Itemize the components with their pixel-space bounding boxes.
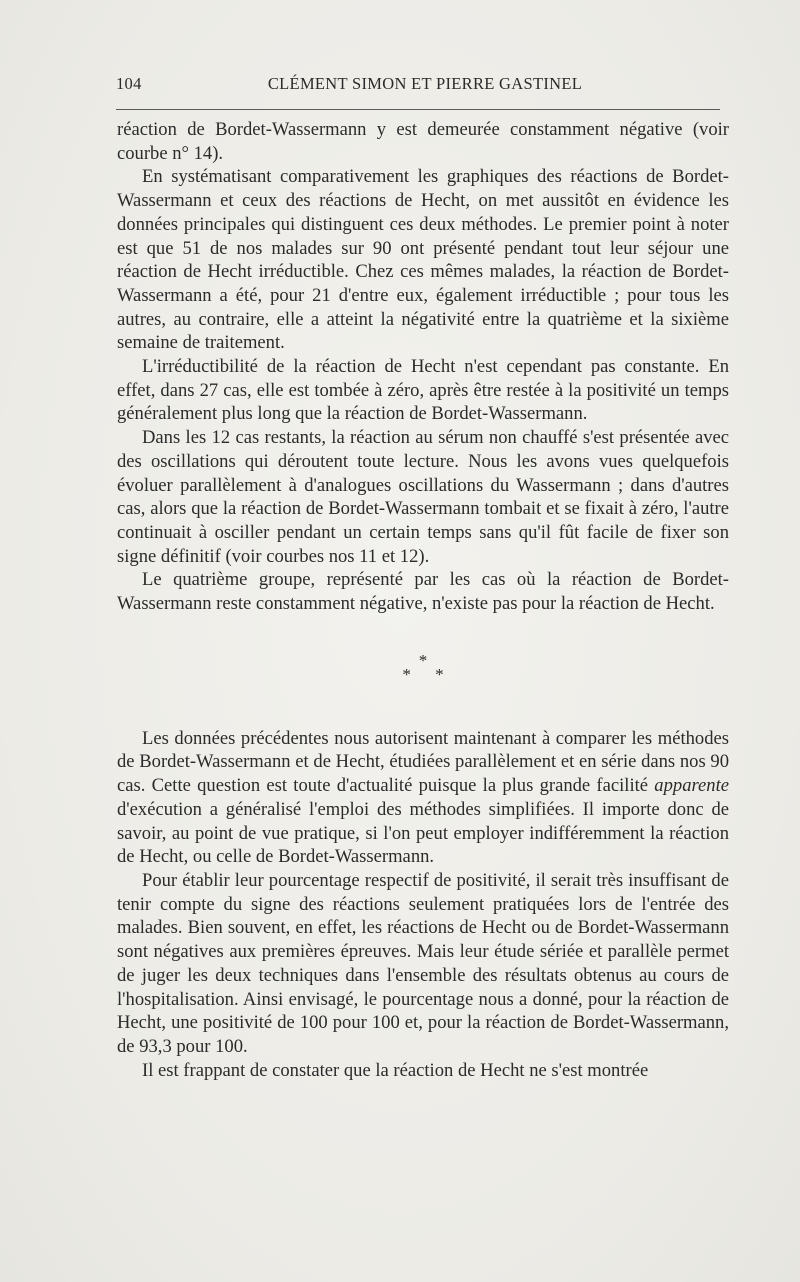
paragraph: Il est frappant de constater que la réaction de Hecht ne s'est montrée: [142, 1059, 649, 1081]
paragraph-text: d'exécution a généralisé l'emploi des méthodes simplifiées. Il importe donc de savoir, au point de vue pratique, si l'on peut employer indifféremment la réaction de Hecht, ou celle de Bordet-Wassermann.: [117, 798, 729, 868]
body-text: [117, 118, 729, 1082]
section-separator: [117, 650, 729, 684]
paragraph-continued: réaction de Bordet-Wassermann y est demeurée constamment négative (voir courbe n° 14).: [117, 119, 729, 164]
separator-asterisks-bottom: * *: [402, 664, 454, 684]
running-title: CLÉMENT SIMON ET PIERRE GASTINEL: [267, 74, 583, 93]
paragraph: [117, 727, 729, 869]
paragraph: Pour établir leur pourcentage respectif de positivité, il serait très insuffisant de tenir compte du signe des réactions seulement pratiquées lors de l'entrée des malades. Bien souvent, en effet, les réactions de Hecht ou de Bordet-Wassermann sont négatives aux premières épreuves. Mais leur étude sériée et parallèle permet de juger les deux techniques dans l'ensemble des résultats obtenus au cours de l'hospitalisation. Ainsi envisagé, le pourcentage nous a donné, pour la réaction de Hecht, une positivité de 100 pour 100 et, pour la réaction de Bordet-Wassermann, de 93,3 pour 100.: [117, 869, 729, 1057]
page-header: [116, 74, 720, 98]
paragraph: Dans les 12 cas restants, la réaction au sérum non chauffé s'est présentée avec des oscillations qui déroutent toute lecture. Nous les avons vues quelquefois évoluer parallèlement à d'analogues oscillations du Wassermann ; dans d'autres cas, alors que la réaction de Bordet-Wassermann tombait et se fixait à zéro, l'autre continuait à osciller pendant un certain temps sans qu'il fût facile de fixer son signe définitif (voir courbes nos 11 et 12).: [117, 427, 729, 567]
paragraph: Le quatrième groupe, représenté par les cas où la réaction de Bordet-Wassermann reste constamment négative, n'existe pas pour la réaction de Hecht.: [117, 569, 729, 615]
paragraph: L'irréductibilité de la réaction de Hecht n'est cependant pas constante. En effet, dans 27 cas, elle est tombée à zéro, après être restée à la positivité un temps généralement plus long que la réaction de Bordet-Wassermann.: [117, 356, 729, 425]
italic-emphasis: apparente: [654, 775, 729, 797]
page-number: 104: [116, 74, 142, 93]
header-rule: [116, 109, 720, 110]
paragraph: En systématisant comparativement les graphiques des réactions de Bordet-Wassermann et ceux des réactions de Hecht, on met aussitôt en évidence les données principales qui distinguent ces deux méthodes. Le premier point à noter est que 51 de nos malades sur 90 ont présenté pendant tout leur séjour une réaction de Hecht irréductible. Chez ces mêmes malades, la réaction de Bordet-Wassermann a été, pour 21 d'entre eux, également irréductible ; pour tous les autres, au contraire, elle a atteint la négativité entre la quatrième et la sixième semaine de traitement.: [117, 166, 729, 354]
separator-asterisk-top: *: [418, 650, 428, 670]
paragraph-text: Les données précédentes nous autorisent maintenant à comparer les méthodes de Bordet-Wassermann et de Hecht, étudiées parallèlement et en série dans nos 90 cas. Cette question est toute d'actualité puisque la plus grande facilité: [117, 727, 729, 797]
